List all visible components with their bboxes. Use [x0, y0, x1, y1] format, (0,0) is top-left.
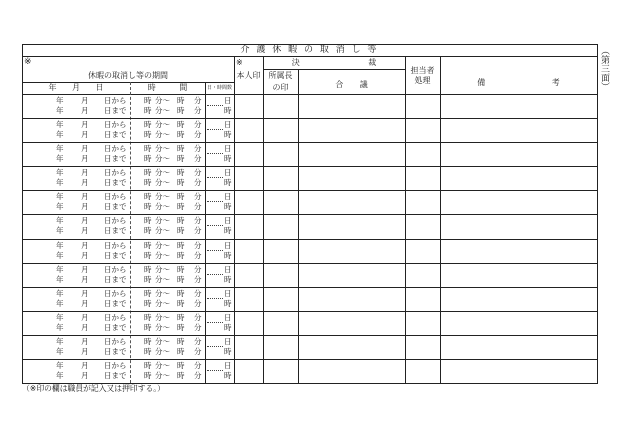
- from-month-label: 月: [81, 312, 89, 322]
- to-month-label: 月: [81, 299, 89, 308]
- hours-unit-label: 時: [224, 226, 232, 235]
- to-month-label: 月: [81, 130, 89, 139]
- from-month-label: 月: [81, 264, 89, 274]
- from-year-label: 年: [56, 143, 64, 153]
- to-start-minute-label: 分～: [155, 251, 170, 260]
- to-day-label: 日まで: [104, 251, 127, 260]
- from-end-hour-label: 時: [177, 191, 185, 201]
- to-year-label: 年: [56, 130, 64, 139]
- from-start-minute-label: 分～: [155, 95, 170, 105]
- from-start-hour-label: 時: [144, 215, 152, 225]
- from-start-minute-label: 分～: [155, 336, 170, 346]
- from-day-label: 日から: [104, 143, 127, 153]
- to-end-minute-label: 分: [194, 347, 202, 356]
- from-end-minute-label: 分: [194, 215, 202, 225]
- hours-unit-label: 時: [224, 178, 232, 187]
- table-row: [22, 190, 598, 215]
- days-hours-entry-line: [207, 201, 223, 202]
- to-month-label: 月: [81, 202, 89, 211]
- from-start-hour-label: 時: [144, 312, 152, 322]
- from-end-hour-label: 時: [177, 143, 185, 153]
- from-day-label: 日から: [104, 215, 127, 225]
- to-end-hour-label: 時: [177, 202, 185, 211]
- days-unit-label: 日: [224, 240, 232, 250]
- to-start-minute-label: 分～: [155, 178, 170, 187]
- table-row: [22, 263, 598, 288]
- from-end-hour-label: 時: [177, 95, 185, 105]
- approval-header: 決 裁: [291, 57, 377, 67]
- period-header: 休暇の取消し等の期間: [88, 70, 168, 80]
- to-month-label: 月: [81, 275, 89, 284]
- from-end-minute-label: 分: [194, 119, 202, 129]
- from-month-label: 月: [81, 191, 89, 201]
- to-start-hour-label: 時: [144, 251, 152, 260]
- from-start-hour-label: 時: [144, 191, 152, 201]
- to-start-minute-label: 分～: [155, 275, 170, 284]
- days-unit-label: 日: [224, 336, 232, 346]
- to-start-hour-label: 時: [144, 275, 152, 284]
- from-start-hour-label: 時: [144, 95, 152, 105]
- days-unit-label: 日: [224, 167, 232, 177]
- to-year-label: 年: [56, 251, 64, 260]
- from-end-minute-label: 分: [194, 240, 202, 250]
- to-end-minute-label: 分: [194, 154, 202, 163]
- to-end-minute-label: 分: [194, 226, 202, 235]
- from-year-label: 年: [56, 215, 64, 225]
- to-start-hour-label: 時: [144, 178, 152, 187]
- to-end-hour-label: 時: [177, 251, 185, 260]
- days-hours-entry-line: [207, 298, 223, 299]
- from-start-hour-label: 時: [144, 240, 152, 250]
- to-year-label: 年: [56, 178, 64, 187]
- seal-mark: ※: [236, 58, 243, 67]
- to-year-label: 年: [56, 202, 64, 211]
- time-column-header: 時 間: [147, 83, 188, 92]
- table-row: [22, 287, 598, 312]
- to-end-minute-label: 分: [194, 178, 202, 187]
- from-year-label: 年: [56, 336, 64, 346]
- to-end-hour-label: 時: [177, 178, 185, 187]
- table-row: [22, 239, 598, 264]
- to-end-minute-label: 分: [194, 323, 202, 332]
- from-start-minute-label: 分～: [155, 143, 170, 153]
- consultation-header: 合 議: [335, 79, 368, 89]
- to-start-minute-label: 分～: [155, 130, 170, 139]
- to-year-label: 年: [56, 323, 64, 332]
- dept-head-seal-header-cell: [263, 69, 298, 94]
- to-day-label: 日まで: [104, 154, 127, 163]
- to-start-hour-label: 時: [144, 106, 152, 115]
- to-day-label: 日まで: [104, 323, 127, 332]
- from-start-hour-label: 時: [144, 167, 152, 177]
- to-end-hour-label: 時: [177, 371, 185, 380]
- hours-unit-label: 時: [224, 154, 232, 163]
- remarks-header: 備 考: [477, 78, 560, 87]
- to-year-label: 年: [56, 299, 64, 308]
- to-start-minute-label: 分～: [155, 371, 170, 380]
- table-row: [22, 335, 598, 360]
- from-day-label: 日から: [104, 191, 127, 201]
- to-day-label: 日まで: [104, 371, 127, 380]
- to-end-minute-label: 分: [194, 202, 202, 211]
- days-unit-label: 日: [224, 215, 232, 225]
- page-label: （第三面）: [599, 46, 609, 91]
- to-end-minute-label: 分: [194, 299, 202, 308]
- table-row: [22, 166, 598, 191]
- from-year-label: 年: [56, 288, 64, 298]
- staff-processing-header-cell: [405, 57, 440, 95]
- from-start-minute-label: 分～: [155, 264, 170, 274]
- to-start-hour-label: 時: [144, 202, 152, 211]
- to-start-hour-label: 時: [144, 323, 152, 332]
- footer-note: （※印の欄は職員が記入又は押印する。）: [22, 384, 165, 393]
- table-row: [22, 214, 598, 240]
- from-end-minute-label: 分: [194, 167, 202, 177]
- from-start-hour-label: 時: [144, 288, 152, 298]
- table-row: [22, 94, 598, 119]
- from-month-label: 月: [81, 95, 89, 105]
- from-year-label: 年: [56, 240, 64, 250]
- to-day-label: 日まで: [104, 130, 127, 139]
- to-end-hour-label: 時: [177, 226, 185, 235]
- from-month-label: 月: [81, 215, 89, 225]
- to-year-label: 年: [56, 106, 64, 115]
- hours-unit-label: 時: [224, 106, 232, 115]
- to-end-minute-label: 分: [194, 106, 202, 115]
- to-start-minute-label: 分～: [155, 347, 170, 356]
- to-day-label: 日まで: [104, 347, 127, 356]
- to-end-hour-label: 時: [177, 130, 185, 139]
- from-month-label: 月: [81, 167, 89, 177]
- days-unit-label: 日: [224, 264, 232, 274]
- to-start-minute-label: 分～: [155, 299, 170, 308]
- days-hours-column-header: 日・時間数: [206, 84, 232, 91]
- from-end-minute-label: 分: [194, 336, 202, 346]
- from-end-minute-label: 分: [194, 143, 202, 153]
- to-day-label: 日まで: [104, 275, 127, 284]
- to-end-minute-label: 分: [194, 275, 202, 284]
- from-end-hour-label: 時: [177, 215, 185, 225]
- from-year-label: 年: [56, 119, 64, 129]
- from-year-label: 年: [56, 167, 64, 177]
- hours-unit-label: 時: [224, 299, 232, 308]
- from-year-label: 年: [56, 95, 64, 105]
- to-year-label: 年: [56, 347, 64, 356]
- to-month-label: 月: [81, 154, 89, 163]
- employee-mark: ※: [24, 57, 32, 67]
- to-end-hour-label: 時: [177, 154, 185, 163]
- from-end-hour-label: 時: [177, 288, 185, 298]
- date-column-header: 年 月 日: [48, 83, 104, 92]
- from-start-hour-label: 時: [144, 143, 152, 153]
- to-end-minute-label: 分: [194, 371, 202, 380]
- days-hours-entry-line: [207, 129, 223, 130]
- from-end-hour-label: 時: [177, 336, 185, 346]
- days-hours-entry-line: [207, 225, 223, 226]
- to-month-label: 月: [81, 371, 89, 380]
- from-end-hour-label: 時: [177, 312, 185, 322]
- to-end-minute-label: 分: [194, 251, 202, 260]
- to-year-label: 年: [56, 371, 64, 380]
- from-month-label: 月: [81, 336, 89, 346]
- from-end-minute-label: 分: [194, 264, 202, 274]
- days-unit-label: 日: [224, 312, 232, 322]
- to-month-label: 月: [81, 178, 89, 187]
- to-start-hour-label: 時: [144, 299, 152, 308]
- table-row: [22, 359, 598, 384]
- to-end-hour-label: 時: [177, 347, 185, 356]
- to-month-label: 月: [81, 106, 89, 115]
- from-start-minute-label: 分～: [155, 119, 170, 129]
- hours-unit-label: 時: [224, 202, 232, 211]
- table-row: [22, 118, 598, 143]
- days-hours-entry-line: [207, 370, 223, 371]
- to-end-hour-label: 時: [177, 323, 185, 332]
- days-hours-entry-line: [207, 274, 223, 275]
- to-year-label: 年: [56, 226, 64, 235]
- from-start-minute-label: 分～: [155, 191, 170, 201]
- from-end-minute-label: 分: [194, 191, 202, 201]
- to-start-minute-label: 分～: [155, 226, 170, 235]
- from-end-hour-label: 時: [177, 240, 185, 250]
- from-start-minute-label: 分～: [155, 360, 170, 370]
- from-day-label: 日から: [104, 312, 127, 322]
- to-start-minute-label: 分～: [155, 323, 170, 332]
- table-row: [22, 311, 598, 336]
- to-start-hour-label: 時: [144, 226, 152, 235]
- dept-head-seal-header: 所属長の印: [268, 70, 293, 92]
- to-month-label: 月: [81, 347, 89, 356]
- days-hours-entry-line: [207, 346, 223, 347]
- from-month-label: 月: [81, 143, 89, 153]
- to-day-label: 日まで: [104, 106, 127, 115]
- from-end-hour-label: 時: [177, 167, 185, 177]
- hours-unit-label: 時: [224, 371, 232, 380]
- to-start-minute-label: 分～: [155, 154, 170, 163]
- hours-unit-label: 時: [224, 347, 232, 356]
- hours-unit-label: 時: [224, 275, 232, 284]
- from-month-label: 月: [81, 360, 89, 370]
- hours-unit-label: 時: [224, 251, 232, 260]
- from-year-label: 年: [56, 312, 64, 322]
- to-start-hour-label: 時: [144, 347, 152, 356]
- to-start-minute-label: 分～: [155, 202, 170, 211]
- from-month-label: 月: [81, 240, 89, 250]
- from-start-minute-label: 分～: [155, 288, 170, 298]
- days-unit-label: 日: [224, 143, 232, 153]
- from-start-minute-label: 分～: [155, 312, 170, 322]
- from-start-minute-label: 分～: [155, 215, 170, 225]
- to-end-minute-label: 分: [194, 130, 202, 139]
- from-end-hour-label: 時: [177, 119, 185, 129]
- to-month-label: 月: [81, 226, 89, 235]
- days-hours-entry-line: [207, 177, 223, 178]
- days-unit-label: 日: [224, 95, 232, 105]
- from-end-minute-label: 分: [194, 288, 202, 298]
- from-start-hour-label: 時: [144, 360, 152, 370]
- to-year-label: 年: [56, 154, 64, 163]
- from-year-label: 年: [56, 264, 64, 274]
- from-start-minute-label: 分～: [155, 167, 170, 177]
- from-year-label: 年: [56, 191, 64, 201]
- days-hours-entry-line: [207, 153, 223, 154]
- from-month-label: 月: [81, 288, 89, 298]
- from-day-label: 日から: [104, 288, 127, 298]
- to-day-label: 日まで: [104, 299, 127, 308]
- to-start-hour-label: 時: [144, 371, 152, 380]
- staff-processing-header: 担当者処理: [410, 66, 435, 85]
- from-day-label: 日から: [104, 119, 127, 129]
- from-start-hour-label: 時: [144, 264, 152, 274]
- to-start-hour-label: 時: [144, 130, 152, 139]
- from-day-label: 日から: [104, 240, 127, 250]
- hours-unit-label: 時: [224, 130, 232, 139]
- from-end-minute-label: 分: [194, 312, 202, 322]
- table-row: [22, 142, 598, 167]
- to-end-hour-label: 時: [177, 106, 185, 115]
- hours-unit-label: 時: [224, 323, 232, 332]
- from-end-minute-label: 分: [194, 360, 202, 370]
- days-hours-entry-line: [207, 322, 223, 323]
- to-day-label: 日まで: [104, 202, 127, 211]
- days-hours-entry-line: [207, 105, 223, 106]
- from-start-hour-label: 時: [144, 336, 152, 346]
- to-month-label: 月: [81, 251, 89, 260]
- from-month-label: 月: [81, 119, 89, 129]
- to-month-label: 月: [81, 323, 89, 332]
- days-unit-label: 日: [224, 191, 232, 201]
- from-day-label: 日から: [104, 167, 127, 177]
- from-day-label: 日から: [104, 336, 127, 346]
- from-year-label: 年: [56, 360, 64, 370]
- from-end-minute-label: 分: [194, 95, 202, 105]
- days-unit-label: 日: [224, 360, 232, 370]
- to-day-label: 日まで: [104, 178, 127, 187]
- days-hours-entry-line: [207, 250, 223, 251]
- to-start-hour-label: 時: [144, 154, 152, 163]
- from-day-label: 日から: [104, 360, 127, 370]
- to-end-hour-label: 時: [177, 275, 185, 284]
- to-end-hour-label: 時: [177, 299, 185, 308]
- from-day-label: 日から: [104, 95, 127, 105]
- to-year-label: 年: [56, 275, 64, 284]
- from-end-hour-label: 時: [177, 264, 185, 274]
- from-start-minute-label: 分～: [155, 240, 170, 250]
- days-unit-label: 日: [224, 288, 232, 298]
- days-unit-label: 日: [224, 119, 232, 129]
- to-day-label: 日まで: [104, 226, 127, 235]
- from-start-hour-label: 時: [144, 119, 152, 129]
- personal-seal-header: 本人印: [236, 71, 261, 80]
- from-end-hour-label: 時: [177, 360, 185, 370]
- from-day-label: 日から: [104, 264, 127, 274]
- form-title: 介 護 休 暇 の 取 消 し 等: [240, 44, 379, 55]
- to-start-minute-label: 分～: [155, 106, 170, 115]
